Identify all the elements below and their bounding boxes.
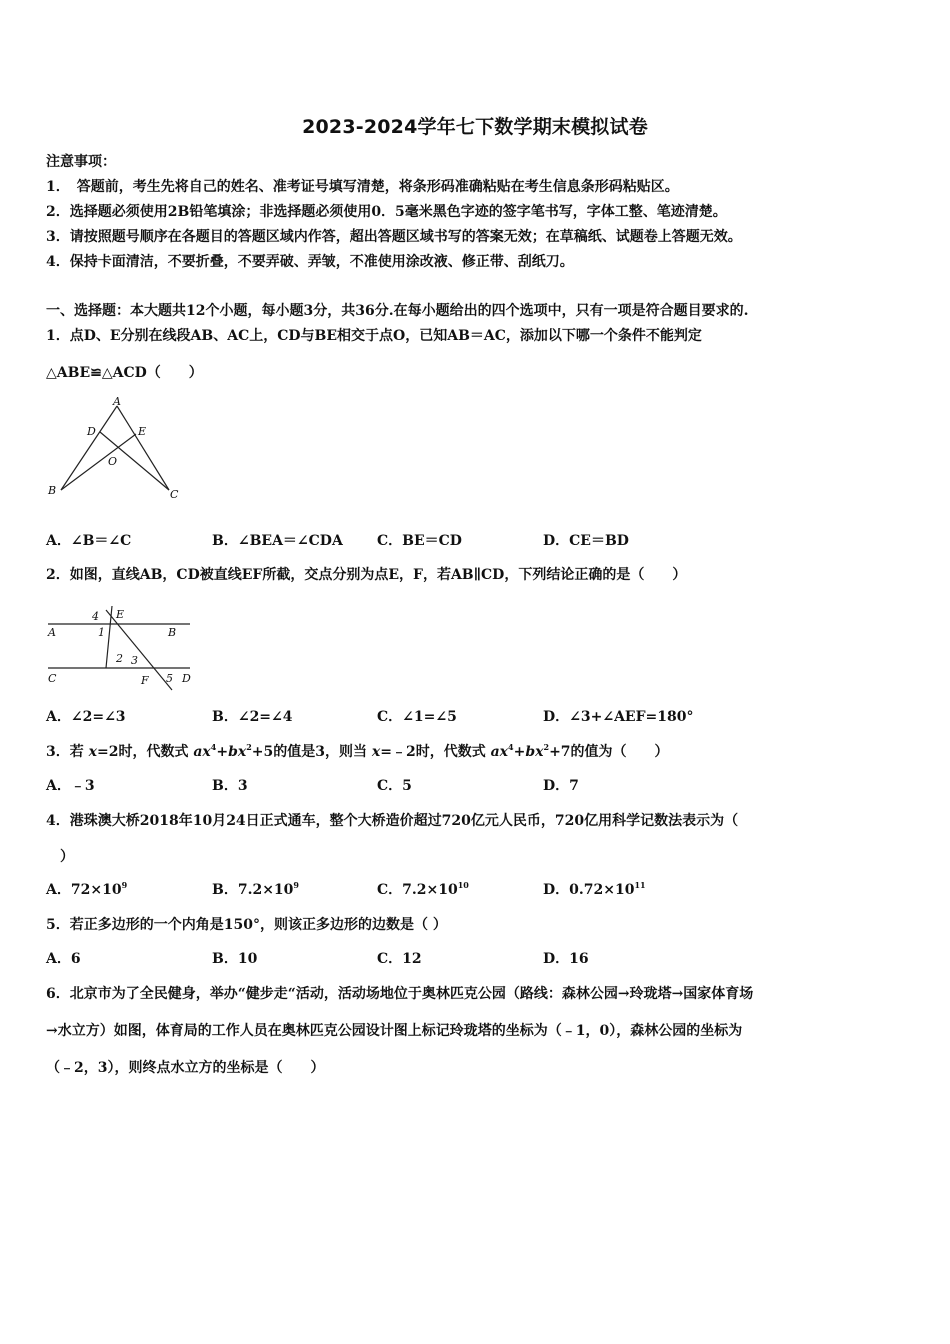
q2-label-4: 4 [92, 610, 99, 623]
q1-option-d[interactable]: D．CE＝BD [543, 533, 629, 549]
q1-option-c[interactable]: C．BE＝CD [377, 533, 462, 549]
section-1-heading: 一、选择题：本大题共12个小题，每小题3分，共36分.在每小题给出的四个选项中，只有一项是符合题目要求的. [46, 303, 749, 319]
q2-label-c: C [48, 672, 57, 685]
q2-option-c[interactable]: C．∠1=∠5 [377, 709, 457, 725]
q1-stem-line2: △ABE≌△ACD（ ） [46, 365, 203, 381]
q3-option-c[interactable]: C．5 [377, 778, 412, 794]
notice-heading: 注意事项： [46, 154, 116, 170]
q1-stem-line1: 1．点D、E分别在线段AB、AC上，CD与BE相交于点O，已知AB＝AC，添加以下哪一个条件不能判定 [46, 328, 702, 344]
q1-triangle-figure [44, 394, 184, 504]
q4-option-b[interactable]: B．$7.2\times 10^9$ [212, 880, 299, 898]
q1-option-b[interactable]: B．∠BEA＝∠CDA [212, 533, 343, 549]
q5-option-a[interactable]: A．6 [46, 951, 81, 967]
q3-option-d[interactable]: D．7 [543, 778, 579, 794]
q4-option-c[interactable]: C．$7.2\times 10^{10}$ [377, 880, 469, 898]
q2-label-d: D [182, 672, 191, 685]
notice-item-3: 3．请按照题号顺序在各题目的答题区域内作答，超出答题区域书写的答案无效；在草稿纸、试题卷上答题无效。 [46, 229, 742, 245]
notice-item-1: 1． 答题前，考生先将自己的姓名、准考证号填写清楚，将条形码准确粘贴在考生信息条形码粘贴区。 [46, 179, 679, 195]
q6-stem-line2: →水立方）如图，体育局的工作人员在奥林匹克公园设计图上标记玲珑塔的坐标为（﹣1，0），森林公园的坐标为 [46, 1023, 743, 1039]
q2-label-a: A [48, 626, 56, 639]
q3-option-a[interactable]: A．﹣3 [46, 778, 95, 794]
q4-stem-line2: ） [60, 849, 74, 865]
q4-option-a[interactable]: A．$72\times 10^9$ [46, 880, 128, 898]
q1-label-b: B [48, 484, 57, 497]
q2-label-5: 5 [166, 672, 173, 685]
q6-stem-line1: 6．北京市为了全民健身，举办“健步走“活动，活动场地位于奥林匹克公园（路线：森林公园→玲珑塔→国家体育场 [46, 986, 754, 1002]
q4-option-d[interactable]: D．$0.72\times 10^{11}$ [543, 880, 646, 898]
q2-label-e: E [116, 608, 125, 621]
q2-option-d[interactable]: D．∠3+∠AEF=180° [543, 709, 694, 725]
q6-stem-line3: （﹣2，3），则终点水立方的坐标是（ ） [46, 1060, 325, 1076]
q2-label-2: 2 [116, 652, 123, 665]
q1-label-a: A [113, 395, 121, 408]
q2-label-3: 3 [131, 654, 138, 667]
q2-option-a[interactable]: A．∠2=∠3 [46, 709, 126, 725]
notice-item-4: 4．保持卡面清洁，不要折叠，不要弄破、弄皱，不准使用涂改液、修正带、刮纸刀。 [46, 254, 574, 270]
q2-label-1: 1 [98, 626, 105, 639]
q4-stem-line1: 4．港珠澳大桥2018年10月24日正式通车，整个大桥造价超过720亿元人民币，720亿用科学记数法表示为（ [46, 813, 739, 829]
q1-label-o: O [108, 455, 118, 468]
q2-parallel-lines-figure [44, 596, 204, 696]
page-title: 2023-2024学年七下数学期末模拟试卷 [302, 116, 648, 138]
notice-item-2: 2．选择题必须使用2B铅笔填涂；非选择题必须使用0．5毫米黑色字迹的签字笔书写，字体工整、笔迹清楚。 [46, 204, 727, 220]
q5-stem: 5．若正多边形的一个内角是150°，则该正多边形的边数是（ ） [46, 917, 447, 933]
q1-label-c: C [170, 488, 179, 501]
q1-option-a[interactable]: A．∠B＝∠C [46, 533, 132, 549]
q5-option-c[interactable]: C．12 [377, 951, 422, 967]
q2-label-f: F [141, 674, 149, 687]
q2-option-b[interactable]: B．∠2=∠4 [212, 709, 293, 725]
q3-option-b[interactable]: B．3 [212, 778, 248, 794]
q5-option-d[interactable]: D．16 [543, 951, 589, 967]
q1-label-e: E [138, 425, 147, 438]
q5-option-b[interactable]: B．10 [212, 951, 258, 967]
q2-label-b: B [168, 626, 177, 639]
q1-label-d: D [87, 425, 96, 438]
q3-stem: 3．若 x=2时，代数式 $ax^4+bx^2+5$的值是3，则当 x=﹣2时，代数式 $ax^4+bx^2+7$的值为（ ） [46, 742, 669, 760]
q2-stem: 2．如图，直线AB，CD被直线EF所截，交点分别为点E，F，若AB∥CD，下列结论正确的是（ ） [46, 567, 687, 583]
